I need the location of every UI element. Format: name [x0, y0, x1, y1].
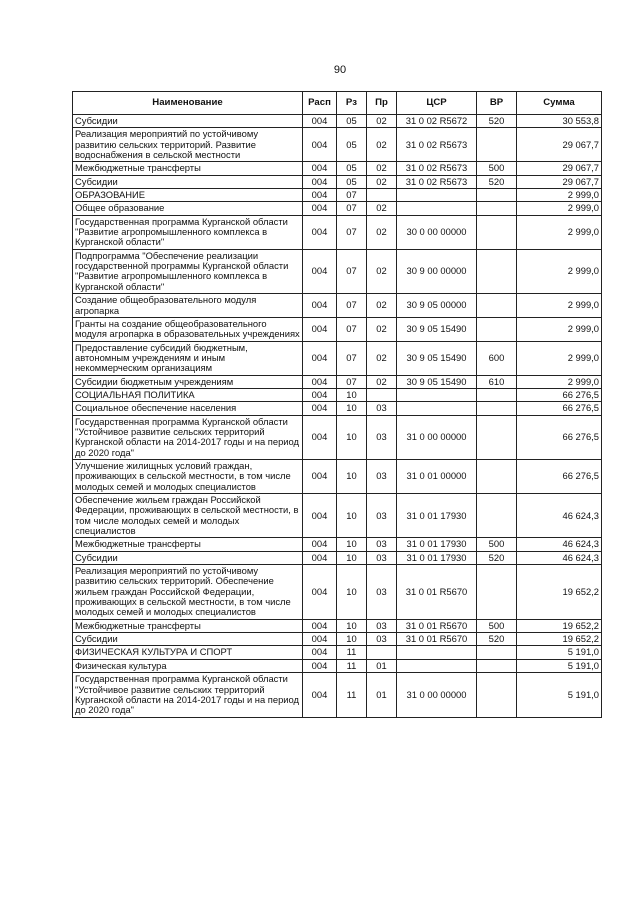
cell-pr: 03 — [367, 494, 397, 538]
cell-vr — [477, 402, 517, 415]
cell-vr: 520 — [477, 115, 517, 128]
cell-name: Межбюджетные трансферты — [73, 162, 303, 175]
cell-name: Государственная программа Курганской области "Устойчивое развитие сельских территорий Курганской области на 2014-2017 годы и на период до 2020 года" — [73, 415, 303, 459]
cell-name: Реализация мероприятий по устойчивому развитию сельских территорий. Обеспечение жильем граждан Российской Федерации, проживающих в сельской местности, в том числе молодых семей и молодых специалистов — [73, 565, 303, 620]
cell-csr: 31 0 00 00000 — [397, 673, 477, 717]
budget-table — [72, 91, 602, 718]
cell-name: СОЦИАЛЬНАЯ ПОЛИТИКА — [73, 388, 303, 401]
cell-rz: 10 — [337, 619, 367, 632]
cell-csr: 31 0 01 17930 — [397, 494, 477, 538]
cell-sum: 29 067,7 — [517, 128, 602, 162]
table-row — [73, 619, 602, 632]
cell-pr: 02 — [367, 249, 397, 293]
cell-rz: 10 — [337, 415, 367, 459]
table-row — [73, 415, 602, 459]
cell-vr: 520 — [477, 633, 517, 646]
cell-rasp: 004 — [303, 459, 337, 493]
column-header-pr: Пр — [367, 92, 397, 115]
cell-rz: 07 — [337, 375, 367, 388]
cell-rz: 07 — [337, 317, 367, 341]
cell-rasp: 004 — [303, 189, 337, 202]
cell-csr — [397, 402, 477, 415]
cell-vr — [477, 565, 517, 620]
cell-rz: 07 — [337, 249, 367, 293]
cell-csr — [397, 659, 477, 672]
cell-rz: 07 — [337, 189, 367, 202]
cell-rz: 10 — [337, 494, 367, 538]
cell-pr: 02 — [367, 341, 397, 375]
table-row — [73, 646, 602, 659]
cell-pr — [367, 646, 397, 659]
cell-vr — [477, 659, 517, 672]
cell-vr — [477, 646, 517, 659]
cell-pr: 02 — [367, 115, 397, 128]
cell-sum: 5 191,0 — [517, 659, 602, 672]
cell-vr — [477, 673, 517, 717]
cell-sum: 2 999,0 — [517, 202, 602, 215]
cell-rz: 10 — [337, 565, 367, 620]
cell-rasp: 004 — [303, 215, 337, 249]
cell-rasp: 004 — [303, 249, 337, 293]
table-row — [73, 128, 602, 162]
cell-pr: 02 — [367, 162, 397, 175]
cell-sum: 19 652,2 — [517, 633, 602, 646]
cell-name: Государственная программа Курганской области "Развитие агропромышленного комплекса в Курганской области" — [73, 215, 303, 249]
cell-rasp: 004 — [303, 402, 337, 415]
cell-name: Субсидии — [73, 633, 303, 646]
cell-csr: 30 9 05 15490 — [397, 341, 477, 375]
cell-pr: 03 — [367, 619, 397, 632]
table-row — [73, 402, 602, 415]
cell-csr: 30 0 00 00000 — [397, 215, 477, 249]
cell-rasp: 004 — [303, 565, 337, 620]
table-row — [73, 249, 602, 293]
cell-vr — [477, 128, 517, 162]
cell-csr: 30 9 00 00000 — [397, 249, 477, 293]
cell-csr — [397, 646, 477, 659]
cell-vr — [477, 215, 517, 249]
cell-rasp: 004 — [303, 128, 337, 162]
table-row — [73, 162, 602, 175]
cell-rasp: 004 — [303, 341, 337, 375]
cell-csr: 31 0 02 R5673 — [397, 175, 477, 188]
column-header-vr: ВР — [477, 92, 517, 115]
column-header-rasp: Расп — [303, 92, 337, 115]
cell-rz: 05 — [337, 128, 367, 162]
cell-sum: 2 999,0 — [517, 341, 602, 375]
table-row — [73, 215, 602, 249]
table-body — [73, 115, 602, 718]
cell-csr — [397, 202, 477, 215]
cell-csr: 31 0 01 R5670 — [397, 633, 477, 646]
cell-csr: 31 0 01 17930 — [397, 551, 477, 564]
cell-sum: 5 191,0 — [517, 673, 602, 717]
column-header-sum: Сумма — [517, 92, 602, 115]
cell-name: Социальное обеспечение населения — [73, 402, 303, 415]
cell-csr: 31 0 01 R5670 — [397, 565, 477, 620]
table-row — [73, 175, 602, 188]
cell-rz: 10 — [337, 459, 367, 493]
cell-name: Общее образование — [73, 202, 303, 215]
table-row — [73, 565, 602, 620]
cell-pr: 01 — [367, 673, 397, 717]
table-row — [73, 551, 602, 564]
cell-sum: 66 276,5 — [517, 415, 602, 459]
cell-vr: 600 — [477, 341, 517, 375]
cell-pr: 02 — [367, 375, 397, 388]
cell-rasp: 004 — [303, 375, 337, 388]
table-row — [73, 294, 602, 318]
cell-pr: 03 — [367, 459, 397, 493]
table-row — [73, 673, 602, 717]
cell-vr — [477, 415, 517, 459]
cell-rasp: 004 — [303, 294, 337, 318]
cell-rasp: 004 — [303, 317, 337, 341]
cell-rasp: 004 — [303, 494, 337, 538]
cell-name: Предоставление субсидий бюджетным, автономным учреждениям и иным некоммерческим организациям — [73, 341, 303, 375]
table-row — [73, 189, 602, 202]
cell-rasp: 004 — [303, 115, 337, 128]
cell-rz: 05 — [337, 115, 367, 128]
cell-name: ФИЗИЧЕСКАЯ КУЛЬТУРА И СПОРТ — [73, 646, 303, 659]
cell-name: Улучшение жилищных условий граждан, проживающих в сельской местности, в том числе молодых семей и молодых специалистов — [73, 459, 303, 493]
cell-name: Межбюджетные трансферты — [73, 619, 303, 632]
cell-pr: 01 — [367, 659, 397, 672]
cell-sum: 29 067,7 — [517, 162, 602, 175]
cell-csr: 31 0 02 R5673 — [397, 162, 477, 175]
cell-rasp: 004 — [303, 538, 337, 551]
cell-vr — [477, 189, 517, 202]
cell-sum: 2 999,0 — [517, 249, 602, 293]
cell-rasp: 004 — [303, 646, 337, 659]
table-row — [73, 659, 602, 672]
cell-rasp: 004 — [303, 202, 337, 215]
cell-name: Создание общеобразовательного модуля агропарка — [73, 294, 303, 318]
column-header-rz: Рз — [337, 92, 367, 115]
cell-csr: 30 9 05 00000 — [397, 294, 477, 318]
cell-sum: 30 553,8 — [517, 115, 602, 128]
table-row — [73, 494, 602, 538]
cell-rz: 10 — [337, 538, 367, 551]
cell-csr: 31 0 02 R5672 — [397, 115, 477, 128]
cell-pr: 03 — [367, 415, 397, 459]
cell-rz: 07 — [337, 215, 367, 249]
cell-rz: 10 — [337, 388, 367, 401]
table-row — [73, 538, 602, 551]
cell-pr: 02 — [367, 128, 397, 162]
cell-rz: 07 — [337, 294, 367, 318]
cell-rasp: 004 — [303, 551, 337, 564]
cell-name: Физическая культура — [73, 659, 303, 672]
cell-pr: 02 — [367, 215, 397, 249]
table-row — [73, 459, 602, 493]
table-row — [73, 341, 602, 375]
cell-pr — [367, 388, 397, 401]
cell-vr: 520 — [477, 175, 517, 188]
cell-rz: 05 — [337, 162, 367, 175]
cell-sum: 2 999,0 — [517, 375, 602, 388]
cell-vr — [477, 388, 517, 401]
cell-vr: 500 — [477, 162, 517, 175]
cell-csr: 30 9 05 15490 — [397, 317, 477, 341]
cell-csr: 30 9 05 15490 — [397, 375, 477, 388]
page-number: 90 — [333, 64, 347, 76]
cell-rz: 11 — [337, 673, 367, 717]
table-row — [73, 317, 602, 341]
cell-pr: 03 — [367, 538, 397, 551]
cell-name: Субсидии — [73, 115, 303, 128]
column-header-csr: ЦСР — [397, 92, 477, 115]
cell-csr: 31 0 02 R5673 — [397, 128, 477, 162]
cell-name: Государственная программа Курганской области "Устойчивое развитие сельских территорий Курганской области на 2014-2017 годы и на период до 2020 года" — [73, 673, 303, 717]
table-header-row — [73, 92, 602, 115]
cell-rz: 07 — [337, 202, 367, 215]
cell-pr: 03 — [367, 633, 397, 646]
cell-sum: 2 999,0 — [517, 215, 602, 249]
cell-rasp: 004 — [303, 659, 337, 672]
table-row — [73, 375, 602, 388]
cell-rasp: 004 — [303, 175, 337, 188]
cell-csr: 31 0 01 00000 — [397, 459, 477, 493]
cell-sum: 19 652,2 — [517, 565, 602, 620]
cell-vr: 500 — [477, 538, 517, 551]
cell-vr — [477, 202, 517, 215]
cell-vr — [477, 317, 517, 341]
cell-sum: 2 999,0 — [517, 189, 602, 202]
cell-rz: 11 — [337, 646, 367, 659]
cell-rz: 11 — [337, 659, 367, 672]
cell-csr: 31 0 01 R5670 — [397, 619, 477, 632]
cell-name: Субсидии — [73, 175, 303, 188]
cell-sum: 66 276,5 — [517, 459, 602, 493]
cell-vr: 500 — [477, 619, 517, 632]
cell-sum: 2 999,0 — [517, 294, 602, 318]
cell-rz: 07 — [337, 341, 367, 375]
cell-sum: 46 624,3 — [517, 494, 602, 538]
column-header-name: Наименование — [73, 92, 303, 115]
cell-sum: 2 999,0 — [517, 317, 602, 341]
cell-rz: 10 — [337, 551, 367, 564]
cell-rasp: 004 — [303, 388, 337, 401]
cell-name: Межбюджетные трансферты — [73, 538, 303, 551]
cell-pr: 03 — [367, 565, 397, 620]
cell-vr — [477, 294, 517, 318]
cell-csr: 31 0 01 17930 — [397, 538, 477, 551]
cell-name: Обеспечение жильем граждан Российской Федерации, проживающих в сельской местности, в том числе молодых семей и молодых специалистов — [73, 494, 303, 538]
cell-pr: 02 — [367, 175, 397, 188]
cell-sum: 46 624,3 — [517, 551, 602, 564]
cell-vr — [477, 249, 517, 293]
cell-rasp: 004 — [303, 415, 337, 459]
cell-pr: 02 — [367, 202, 397, 215]
cell-pr: 02 — [367, 294, 397, 318]
cell-name: Субсидии — [73, 551, 303, 564]
cell-pr — [367, 189, 397, 202]
table-row — [73, 202, 602, 215]
cell-rz: 10 — [337, 402, 367, 415]
cell-vr: 610 — [477, 375, 517, 388]
cell-sum: 29 067,7 — [517, 175, 602, 188]
table-row — [73, 388, 602, 401]
cell-rasp: 004 — [303, 619, 337, 632]
cell-rasp: 004 — [303, 673, 337, 717]
cell-name: Субсидии бюджетным учреждениям — [73, 375, 303, 388]
cell-sum: 19 652,2 — [517, 619, 602, 632]
table-row — [73, 633, 602, 646]
cell-sum: 66 276,5 — [517, 402, 602, 415]
cell-name: Гранты на создание общеобразовательного модуля агропарка в образовательных учреждениях — [73, 317, 303, 341]
cell-rasp: 004 — [303, 162, 337, 175]
cell-pr: 02 — [367, 317, 397, 341]
cell-name: Реализация мероприятий по устойчивому развитию сельских территорий. Развитие водоснабжения в сельской местности — [73, 128, 303, 162]
cell-rasp: 004 — [303, 633, 337, 646]
table-row — [73, 115, 602, 128]
cell-sum: 5 191,0 — [517, 646, 602, 659]
cell-rz: 05 — [337, 175, 367, 188]
cell-csr — [397, 388, 477, 401]
cell-sum: 66 276,5 — [517, 388, 602, 401]
cell-pr: 03 — [367, 402, 397, 415]
cell-csr: 31 0 00 00000 — [397, 415, 477, 459]
cell-pr: 03 — [367, 551, 397, 564]
cell-name: ОБРАЗОВАНИЕ — [73, 189, 303, 202]
cell-vr: 520 — [477, 551, 517, 564]
cell-vr — [477, 494, 517, 538]
cell-name: Подпрограмма "Обеспечение реализации государственной программы Курганской области "Развитие агропромышленного комплекса в Курганской области" — [73, 249, 303, 293]
cell-rz: 10 — [337, 633, 367, 646]
cell-vr — [477, 459, 517, 493]
cell-sum: 46 624,3 — [517, 538, 602, 551]
cell-csr — [397, 189, 477, 202]
